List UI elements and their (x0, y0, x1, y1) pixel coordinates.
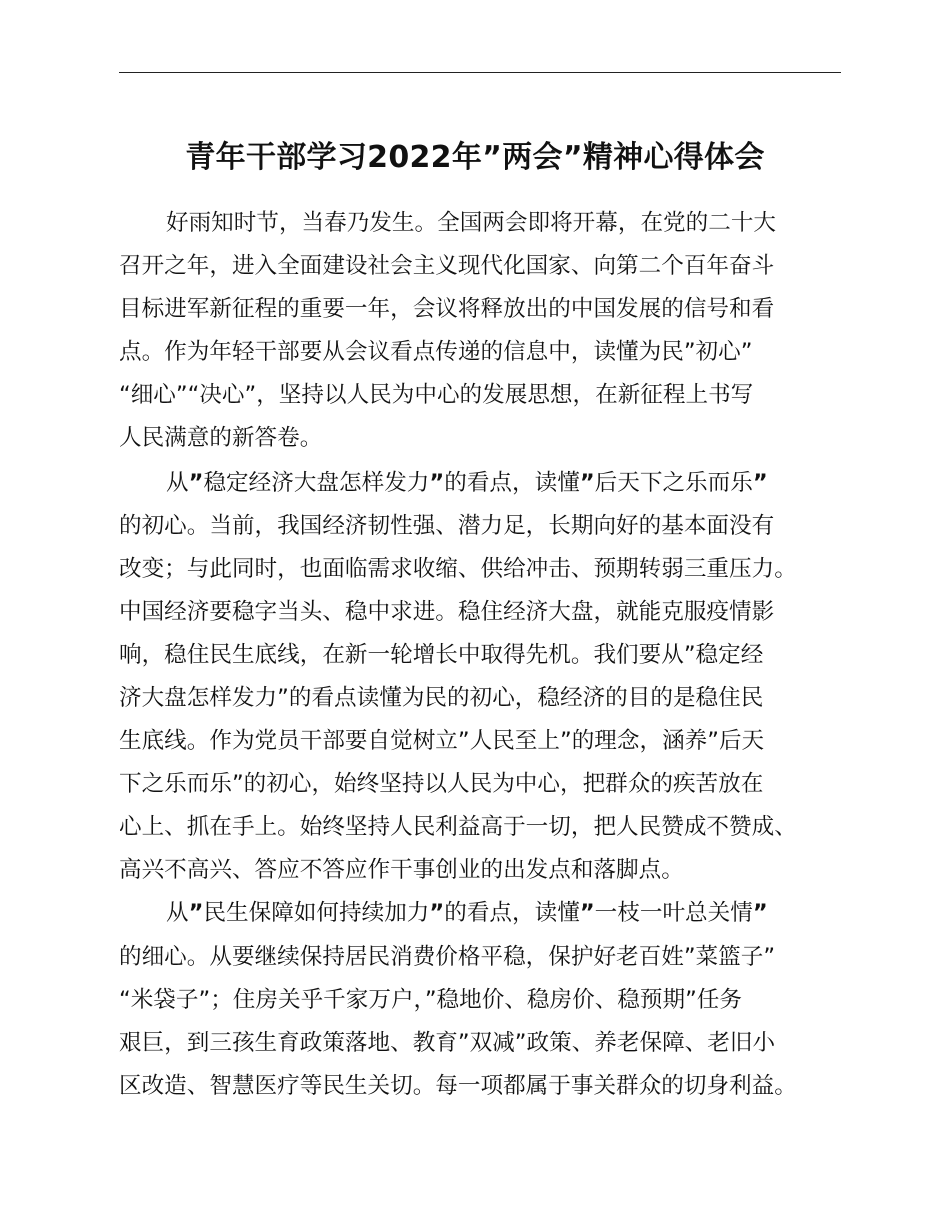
paragraph-2-line-7: 生底线。作为党员干部要自觉树立”人民至上”的理念，涵养”后天 (119, 728, 765, 754)
paragraph-3-line-2: 的细心。从要继续保持居民消费价格平稳，保护好老百姓”菜篮子” (119, 944, 776, 970)
paragraph-2-line-9: 心上、抓在手上。始终坚持人民利益高于一切，把人民赞成不赞成、 (119, 814, 797, 840)
paragraph-1-line-6: 人民满意的新答卷。 (119, 425, 323, 451)
paragraph-2-line-10: 高兴不高兴、答应不答应作干事创业的出发点和落脚点。 (119, 857, 684, 883)
paragraph-1-line-5: “细心”“决心”，坚持以人民为中心的发展思想，在新征程上书写 (119, 382, 754, 408)
paragraph-2-line-2: 的初心。当前，我国经济韧性强、潜力足，长期向好的基本面没有 (119, 513, 775, 539)
paragraph-2-line-4: 中国经济要稳字当头、稳中求进。稳住经济大盘，就能克服疫情影 (119, 599, 775, 625)
header-rule (119, 72, 841, 73)
paragraph-2-line-8: 下之乐而乐”的初心，始终坚持以人民为中心，把群众的疾苦放在 (119, 771, 764, 797)
paragraph-1-line-2: 召开之年，进入全面建设社会主义现代化国家、向第二个百年奋斗 (119, 253, 775, 279)
paragraph-3-line-4: 艰巨，到三孩生育政策落地、教育”双减”政策、养老保障、老旧小 (119, 1030, 776, 1056)
paragraph-1-line-1: 好雨知时节，当春乃发生。全国两会即将开幕，在党的二十大 (166, 210, 777, 236)
paragraph-3-line-5: 区改造、智慧医疗等民生关切。每一项都属于事关群众的切身利益。 (119, 1073, 797, 1099)
paragraph-1-line-3: 目标进军新征程的重要一年，会议将释放出的中国发展的信号和看 (119, 296, 775, 322)
paragraph-2-line-3: 改变；与此同时，也面临需求收缩、供给冲击、预期转弱三重压力。 (119, 556, 797, 582)
document-title: 青年干部学习2022年”两会”精神心得体会 (185, 140, 765, 175)
paragraph-3-line-3: “米袋子”；住房关乎千家万户，”稳地价、稳房价、稳预期”任务 (119, 987, 742, 1013)
paragraph-2-line-6: 济大盘怎样发力”的看点读懂为民的初心，稳经济的目的是稳住民 (119, 685, 764, 711)
paragraph-1-line-4: 点。作为年轻干部要从会议看点传递的信息中，读懂为民”初心” (119, 339, 753, 365)
paragraph-3-line-1: 从”民生保障如何持续加力”的看点，读懂”一枝一叶总关情” (166, 900, 768, 926)
paragraph-2-line-1: 从”稳定经济大盘怎样发力”的看点，读懂”后天下之乐而乐” (166, 470, 768, 496)
paragraph-2-line-5: 响，稳住民生底线，在新一轮增长中取得先机。我们要从”稳定经 (119, 642, 764, 668)
